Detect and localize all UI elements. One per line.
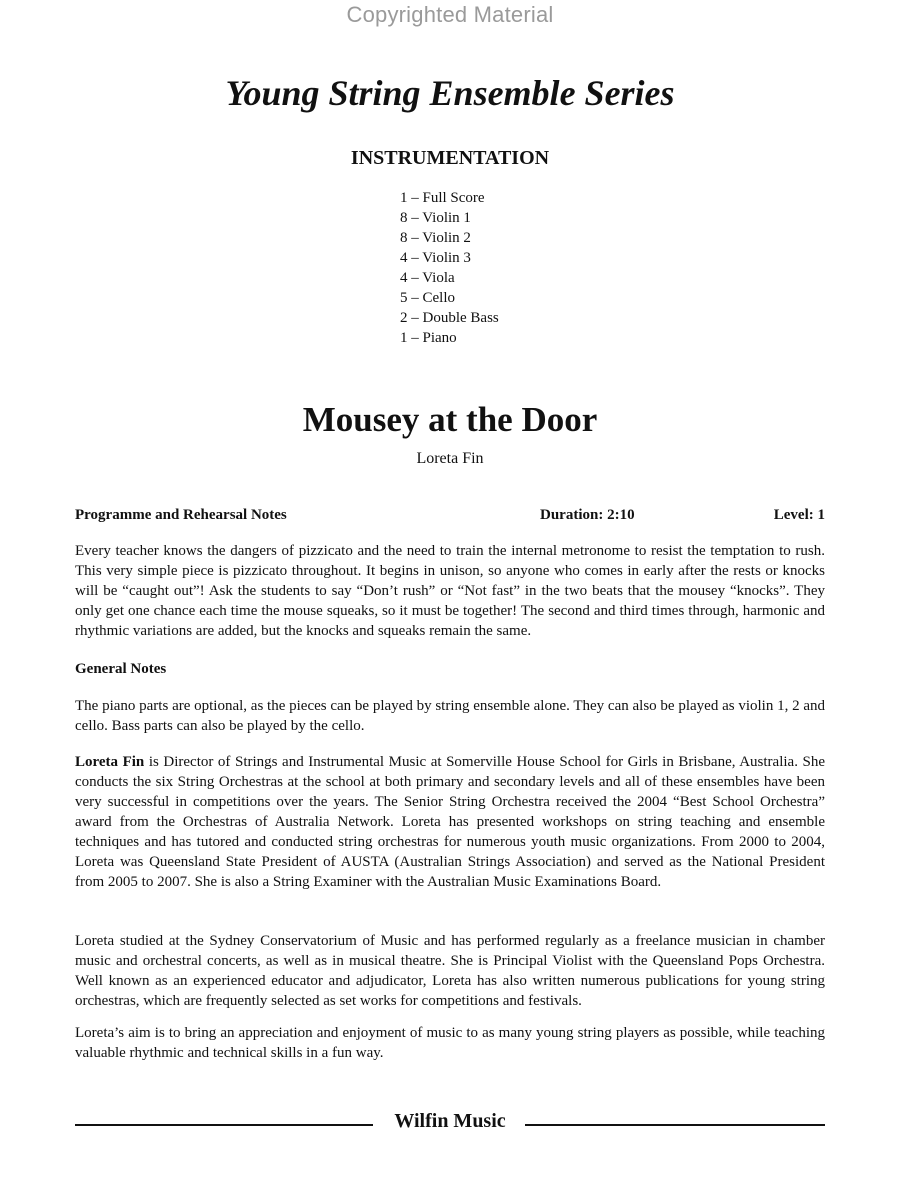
publisher-name: Wilfin Music: [394, 1110, 506, 1132]
bio-paragraph-3: Loreta’s aim is to bring an appreciation and enjoyment of music to as many young string players as possible, while teaching valuable rhythmic and technical skills in a fun way.: [75, 1025, 825, 1061]
instrumentation-list: [400, 188, 499, 348]
instrumentation-item: 4 – Viola: [400, 270, 455, 286]
composer-name: Loreta Fin: [416, 450, 484, 467]
bio-paragraph-2: Loreta studied at the Sydney Conservatorium of Music and has performed regularly as a freelance musician in chamber music and orchestral concerts, as well as in musical theatre. She is Principal Violist with the Queensland Pops Orchestra. Well known as an experienced educator and adjudicator, Loreta has also written numerous publications for young string orchestras, which are frequently selected as set works for competitions and festivals.: [75, 933, 825, 1009]
bio-name: Loreta Fin: [75, 754, 145, 770]
instrumentation-item: 8 – Violin 2: [400, 230, 471, 246]
notes-header-row: [75, 507, 825, 527]
instrumentation-heading: INSTRUMENTATION: [350, 147, 550, 169]
footer-rule-right: [525, 1124, 825, 1126]
footer: [75, 1110, 825, 1140]
general-notes-heading: General Notes: [75, 661, 167, 677]
copyright-watermark: Copyrighted Material: [346, 2, 554, 27]
duration-label: Duration: 2:10: [540, 507, 635, 523]
programme-notes-heading: Programme and Rehearsal Notes: [75, 507, 287, 523]
instrumentation-item: 5 – Cello: [400, 290, 455, 306]
piece-title: Mousey at the Door: [302, 400, 598, 439]
level-label: Level: 1: [773, 507, 825, 523]
series-title: Young String Ensemble Series: [225, 73, 675, 113]
instrumentation-item: 8 – Violin 1: [400, 210, 471, 226]
instrumentation-item: 2 – Double Bass: [400, 310, 499, 326]
bio-text-1: is Director of Strings and Instrumental Music at Somerville House School for Girls in Brisbane, Australia. She conducts the six String Orchestras at the school at both primary and secondary levels and all of these ensembles have been very successful in competitions over the years. The Senior String Orchestra received the 2004 “Best School Orchestra” award from the Orchestras of Australia Network. Loreta has presented workshops on string teaching and ensemble techniques and has tutored and conducted string orchestras for numerous youth music organizations. From 2000 to 2004, Loreta was Queensland State President of AUSTA (Australian Strings Association) and served as the National President from 2005 to 2007. She is also a String Examiner with the Australian Music Examinations Board.: [75, 754, 825, 890]
instrumentation-item: 4 – Violin 3: [400, 250, 471, 266]
bio-paragraph-1: [75, 752, 825, 892]
programme-notes-paragraph: Every teacher knows the dangers of pizzicato and the need to train the internal metronome to resist the temptation to rush. This very simple piece is pizzicato throughout. It begins in unison, so anyone who comes in early after the rests or knocks will be “caught out”! Ask the students to say “Don’t rush” or “Not fast” in the two beats that the mousey “knocks”. They only get one chance each time the mouse squeaks, so it must be together! The second and third times through, harmonic and rhythmic variations are added, but the knocks and squeaks remain the same.: [75, 543, 825, 639]
general-notes-paragraph: The piano parts are optional, as the pieces can be played by string ensemble alone. They can also be played as violin 1, 2 and cello. Bass parts can also be played by the cello.: [75, 698, 825, 734]
instrumentation-item: 1 – Piano: [400, 330, 457, 346]
instrumentation-item: 1 – Full Score: [400, 190, 485, 206]
